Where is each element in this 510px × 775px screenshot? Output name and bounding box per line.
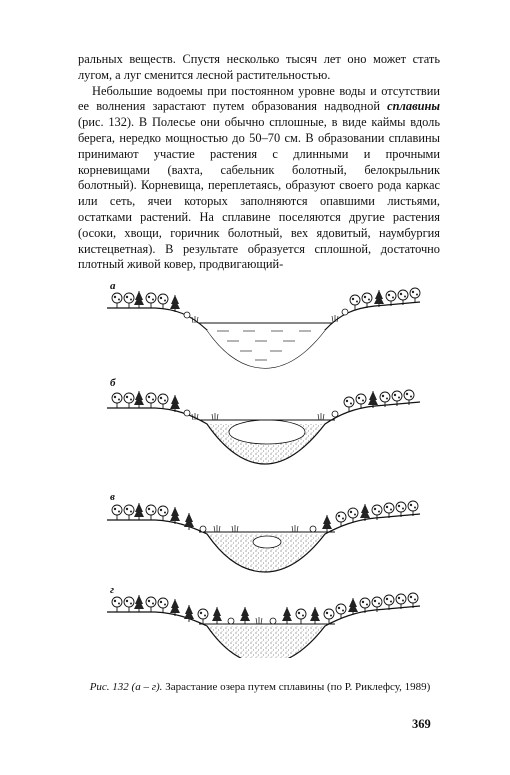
panel-label-b: б	[110, 377, 116, 389]
panel-g-lake	[107, 593, 420, 658]
lake-overgrowth-drawing	[95, 278, 425, 658]
panel-a-lake	[107, 288, 420, 368]
caption-ref: Рис. 132 (а – г).	[89, 681, 163, 693]
panel-label-a: а	[110, 280, 116, 292]
paragraph-text: Небольшие водоемы при постоянном уровне воды и отсутствии ее волнения зарастают путем образования надводной	[78, 83, 440, 114]
body-text	[78, 52, 440, 273]
panel-label-v: в	[110, 491, 115, 503]
figure-132	[95, 278, 425, 658]
paragraph: ральных веществ. Спустя несколько тысяч лет оно может стать лугом, а луг сменится лесной растительностью.	[78, 52, 440, 82]
figure-caption	[80, 681, 440, 693]
caption-text: Зарастание озера путем сплавины (по Р. Риклефсу, 1989)	[162, 681, 431, 693]
page-number: 369	[412, 717, 431, 731]
paragraph	[78, 84, 440, 274]
panel-b-lake	[107, 390, 420, 464]
panel-v-lake	[107, 501, 420, 572]
paragraph-text: (рис. 132). В Полесье они обычно сплошные, в виде каймы вдоль берега, нередко мощностью до 50–70 см. В образовании сплавины принимают участие растения с длинными и прочными корневищами (вахта, сабельник болотный, белокрыльник болотный). Корневища, переплетаясь, образуют своего рода каркас или сеть, ячеи которых заполняются опавшими листьями, остатками растений. На сплавине поселяются другие растения (осоки, хвощи, горичник болотный, вех ядовитый, наумбургия кистецветная). В результате образуется сплошной, достаточно плотный живой ковер, продвигающий-	[78, 115, 440, 272]
term-splavina: сплавины	[387, 99, 440, 114]
panel-label-g: г	[110, 584, 115, 596]
